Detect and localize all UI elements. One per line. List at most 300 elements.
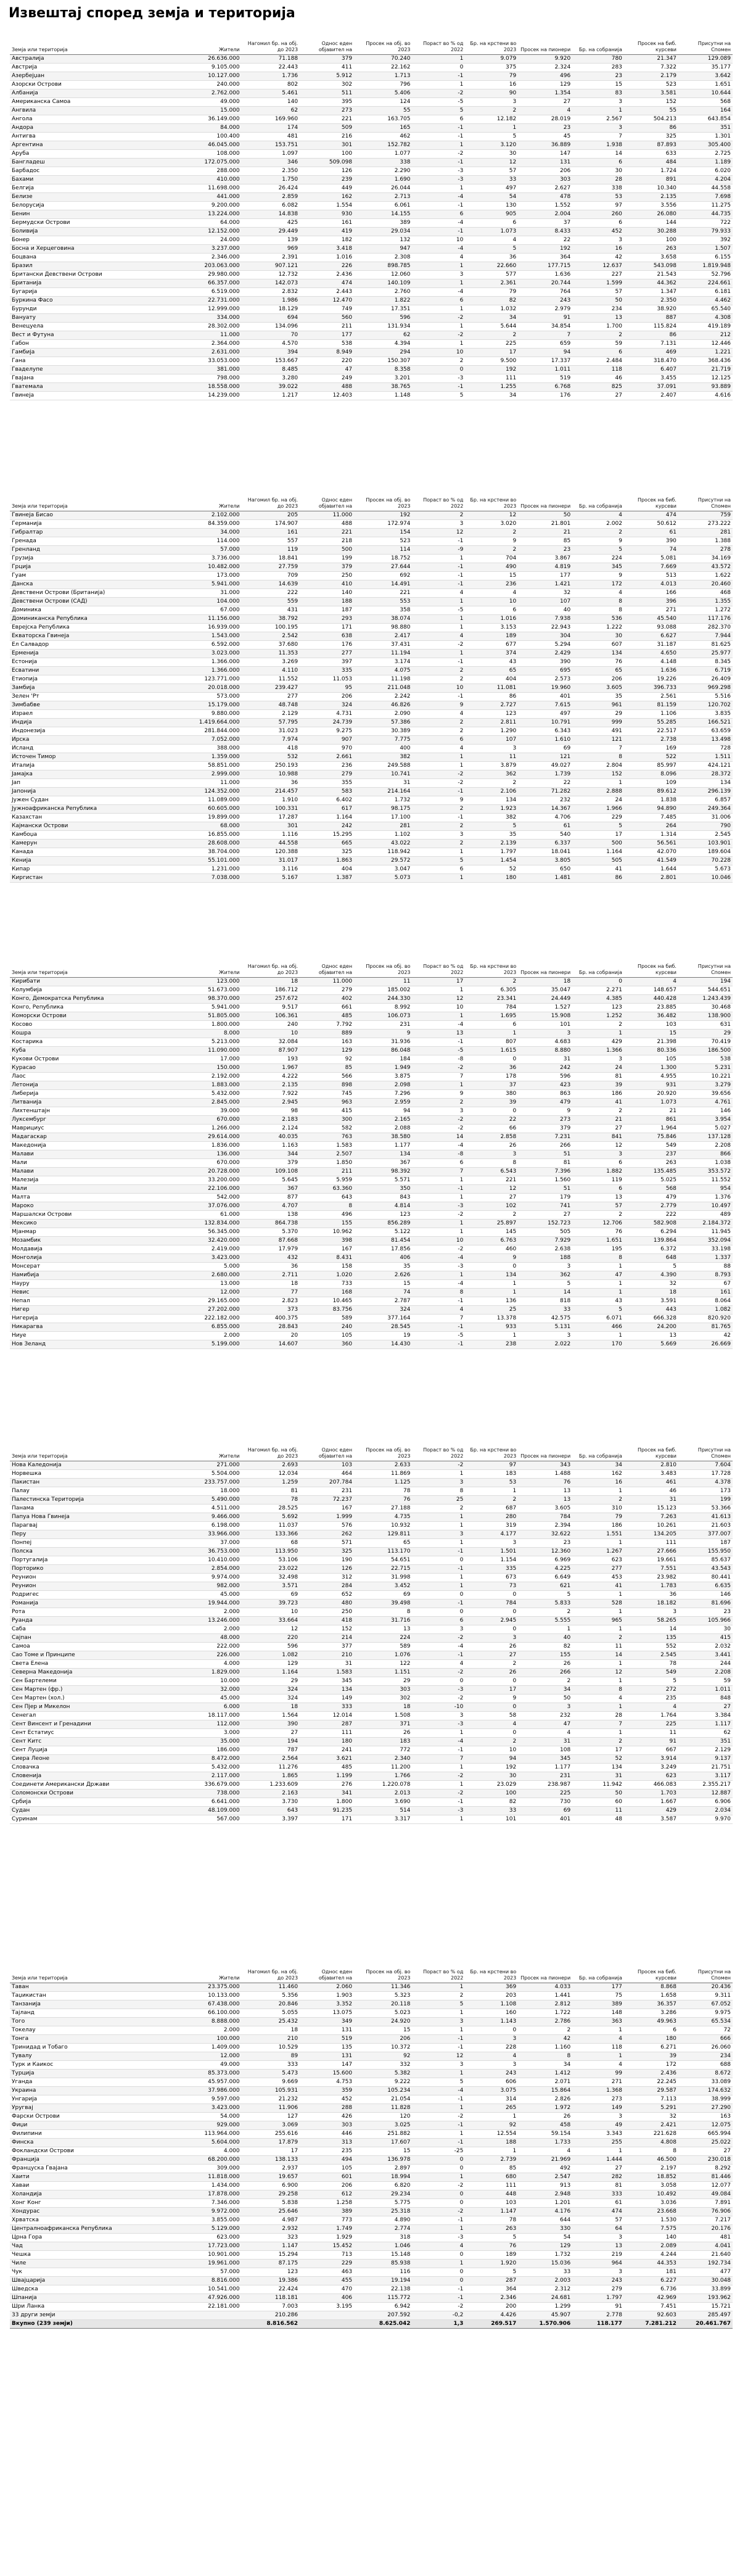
stat-value: 51.673.000 — [163, 986, 242, 995]
stat-value: 2 — [413, 357, 466, 366]
stat-value: 2.854.000 — [163, 1565, 242, 1574]
stat-value: 1 — [413, 305, 466, 314]
stat-value: 8 — [572, 1686, 624, 1695]
stat-value: 2 — [465, 107, 518, 115]
stat-value: 5 — [624, 1677, 678, 1686]
stat-value: 2.959 — [354, 1099, 412, 1107]
stat-value: 2.638 — [518, 1245, 572, 1254]
stat-value: 401 — [518, 1815, 572, 1824]
stat-value: 2.787 — [354, 1297, 412, 1306]
table-row — [10, 2113, 733, 2121]
stat-value: 522 — [624, 753, 678, 762]
country-name: Грција — [10, 563, 163, 572]
stat-value: 13 — [572, 1194, 624, 1202]
stat-value: 147 — [300, 2061, 354, 2070]
stat-value: 1 — [572, 1030, 624, 1038]
stat-value: 105.966 — [678, 1617, 733, 1625]
stat-value: -4 — [413, 193, 466, 202]
stat-value: 9.137 — [678, 1755, 733, 1764]
stat-value: 2 — [518, 2026, 572, 2035]
stat-value: 13 — [624, 1332, 678, 1340]
country-name: Гвајана — [10, 374, 163, 383]
stat-value: -2 — [413, 1211, 466, 1220]
stat-value: 2.350 — [242, 167, 300, 176]
stat-value: 26.669 — [678, 1340, 733, 1349]
stat-value: 121 — [518, 753, 572, 762]
stat-value: 39.000 — [163, 1107, 242, 1116]
stat-value: -1 — [413, 383, 466, 392]
stat-value: 343 — [518, 1461, 572, 1470]
stat-value: 168 — [300, 1289, 354, 1297]
stat-value: 1.108 — [465, 2000, 518, 2009]
stat-value: 1.201 — [518, 2199, 572, 2208]
stat-value: 2.163 — [242, 1790, 300, 1798]
stat-value: 203 — [465, 1992, 518, 2000]
stat-value: 11.000 — [163, 331, 242, 340]
stat-value: 4.819 — [518, 563, 572, 572]
stat-value: 667 — [624, 1746, 678, 1755]
stat-value: 1 — [572, 1263, 624, 1271]
stat-value: 107 — [518, 598, 572, 606]
stat-value: 359 — [300, 2087, 354, 2095]
stat-value: 154 — [354, 529, 412, 537]
stat-value: 543.098 — [624, 262, 678, 271]
stat-value: 22.162 — [354, 64, 412, 72]
stat-value: 152 — [300, 1625, 354, 1634]
stat-value: -1 — [413, 202, 466, 210]
stat-value: 13 — [413, 1030, 466, 1038]
stat-value: 477 — [678, 2268, 733, 2277]
stat-value: 7.296 — [354, 1090, 412, 1099]
stat-value: 970 — [300, 745, 354, 753]
stat-value: 220 — [300, 357, 354, 366]
stat-value: 35.000 — [163, 1738, 242, 1746]
stat-value: 97 — [465, 1461, 518, 1470]
country-name: Ирска — [10, 736, 163, 745]
stat-value: 36.753.000 — [163, 1548, 242, 1556]
stat-value: 1 — [572, 2052, 624, 2061]
stat-value: 24.920 — [354, 2018, 412, 2026]
table-row — [10, 1686, 733, 1695]
stat-value: 237 — [624, 1150, 678, 1159]
table-row — [10, 1582, 733, 1591]
stat-value: 9.972.000 — [163, 2208, 242, 2216]
stat-value: 4.511.000 — [163, 1505, 242, 1513]
stat-value: 89.612 — [624, 788, 678, 796]
table-row — [10, 1600, 733, 1608]
stat-value: 100.195 — [242, 624, 300, 632]
stat-value: 20.176 — [678, 2225, 733, 2234]
table-row — [10, 520, 733, 529]
stat-value: 5.838 — [242, 2199, 300, 2208]
stat-value: 2.000 — [163, 1608, 242, 1617]
stat-value: 152.782 — [354, 141, 412, 150]
stat-value: 181 — [624, 2268, 678, 2277]
stat-value — [163, 2311, 242, 2320]
stat-value: 2 — [413, 511, 466, 520]
stat-value: 23.668 — [624, 2208, 678, 2216]
stat-value: 109 — [624, 779, 678, 788]
stat-value: 52 — [572, 1755, 624, 1764]
table-row — [10, 2216, 733, 2225]
stat-value: 6.820 — [354, 2182, 412, 2190]
stat-value: 8.992 — [354, 1004, 412, 1012]
stat-value: 192 — [354, 511, 412, 520]
stat-value: 3.556 — [624, 202, 678, 210]
stat-value: 25.977 — [678, 650, 733, 658]
stat-value: 59 — [678, 1677, 733, 1686]
stat-value: 49.000 — [163, 98, 242, 107]
stat-value: 5 — [465, 822, 518, 831]
table-row — [10, 2285, 733, 2294]
stat-value: 1.267 — [572, 1548, 624, 1556]
stat-value: 644 — [518, 2216, 572, 2225]
stat-value: 1.667 — [624, 1798, 678, 1807]
stat-value: 324 — [354, 1306, 412, 1315]
stat-value: 116 — [354, 2268, 412, 2277]
stat-value: 2.407 — [624, 392, 678, 400]
stat-value: 18 — [242, 978, 300, 986]
stat-value: 59.154 — [518, 2130, 572, 2139]
table-row — [10, 1522, 733, 1530]
stat-value: 3.855.000 — [163, 2216, 242, 2225]
stat-value: 325 — [300, 848, 354, 857]
stat-value: 1.151 — [354, 1669, 412, 1677]
stat-value: 54.000 — [163, 2113, 242, 2121]
column-header: Нагомил бр. на обј. до 2023 — [242, 1965, 300, 1983]
stat-value: 6 — [572, 159, 624, 167]
stat-value: 3 — [518, 1263, 572, 1271]
stat-value: 2.760 — [354, 288, 412, 297]
country-name: Киргистан — [10, 874, 163, 883]
column-header: Просек на пионери — [518, 493, 572, 511]
country-name: Бонер — [10, 236, 163, 245]
stat-value: -4 — [413, 1142, 466, 1150]
stat-value: 45.957.000 — [163, 2078, 242, 2087]
table-row — [10, 2225, 733, 2234]
stat-value: 43 — [572, 1297, 624, 1306]
stat-value: 1.865 — [242, 1772, 300, 1781]
country-name: Гана — [10, 357, 163, 366]
stat-value: 2.003 — [518, 2277, 572, 2285]
stat-value: 7.944 — [678, 632, 733, 641]
country-name: Француска Гвајана — [10, 2165, 163, 2173]
column-header: Просек на биб. курсеви — [624, 960, 678, 978]
stat-value: 1.020 — [300, 1271, 354, 1280]
stat-value: 188 — [518, 1254, 572, 1263]
stat-value: 19 — [354, 1332, 412, 1340]
stat-value: 338 — [354, 159, 412, 167]
stat-value: 203.063.000 — [163, 262, 242, 271]
stat-value: 6 — [413, 297, 466, 305]
country-name: Сао Томе и Принципе — [10, 1651, 163, 1660]
stat-value: 31.006 — [678, 814, 733, 822]
stat-value: 1.148 — [354, 392, 412, 400]
report-section-5 — [10, 1965, 733, 2329]
stat-value: 1 — [413, 650, 466, 658]
stat-value: 45.540 — [624, 615, 678, 624]
stat-value: 263 — [465, 2225, 518, 2234]
stat-value: 965 — [572, 1617, 624, 1625]
country-name: Монсерат — [10, 1263, 163, 1271]
column-header: Жители — [163, 960, 242, 978]
stat-value: 8.485 — [242, 366, 300, 374]
stat-value: 173.000 — [163, 572, 242, 580]
country-name: Вануату — [10, 314, 163, 323]
stat-value: 5 — [465, 2268, 518, 2277]
stat-value: 12.554 — [465, 2130, 518, 2139]
stat-value: 790 — [678, 822, 733, 831]
stat-value: 2.421 — [624, 2121, 678, 2130]
country-name: 33 други земји — [10, 2311, 163, 2320]
stat-value: 1.082 — [242, 1651, 300, 1660]
stat-value: 3.452 — [354, 1582, 412, 1591]
stat-value: 963 — [300, 1099, 354, 1107]
stat-value: 1.739 — [518, 770, 572, 779]
stat-value: 236 — [465, 580, 518, 589]
stat-value: 9 — [413, 796, 466, 805]
country-name: Романија — [10, 1600, 163, 1608]
stat-value: 2.832 — [242, 288, 300, 297]
column-header: Земја или територија — [10, 1443, 163, 1461]
country-name: Саба — [10, 1625, 163, 1634]
stat-value: 31.000 — [163, 589, 242, 598]
stat-value: 92.603 — [624, 2311, 678, 2320]
country-name: Лихтенштајн — [10, 1107, 163, 1116]
stat-value: 148 — [572, 2009, 624, 2018]
stat-value: 1.883.000 — [163, 1081, 242, 1090]
stat-value: 1 — [465, 1487, 518, 1496]
country-name: Филипини — [10, 2130, 163, 2139]
stat-value: 114 — [354, 546, 412, 555]
stat-value: 53 — [465, 1479, 518, 1487]
stat-value: 3.835 — [678, 710, 733, 719]
stat-value: 5.473 — [242, 2070, 300, 2078]
table-row — [10, 1125, 733, 1133]
stat-value: 19.899.000 — [163, 814, 242, 822]
stat-value: 3.237.000 — [163, 245, 242, 254]
stat-value: 85 — [465, 2165, 518, 2173]
stat-value: 6.855.000 — [163, 1323, 242, 1332]
stat-value: 2.725 — [678, 150, 733, 159]
table-row — [10, 1660, 733, 1669]
stat-value: 56.561 — [624, 840, 678, 848]
stat-value: 64 — [572, 2225, 624, 2234]
table-row — [10, 822, 733, 831]
table-row — [10, 572, 733, 580]
stat-value: 8 — [413, 1289, 466, 1297]
table-row — [10, 788, 733, 796]
stat-value: 7.322 — [624, 64, 678, 72]
stat-value: 3.058 — [624, 2182, 678, 2190]
stat-value: 6.649 — [518, 1574, 572, 1582]
stat-value: 46.500 — [624, 2156, 678, 2165]
stat-value: 18 — [518, 978, 572, 986]
stat-value: 601 — [300, 2173, 354, 2182]
stat-value: 2.545 — [678, 831, 733, 840]
stat-value: 429 — [624, 1807, 678, 1815]
stat-value: 206 — [300, 693, 354, 701]
stat-value: 573.000 — [163, 693, 242, 701]
stat-value: 43.572 — [678, 563, 733, 572]
stat-value: 2 — [465, 978, 518, 986]
stat-value: 17.856 — [354, 1245, 412, 1254]
stat-value: 11 — [465, 753, 518, 762]
stat-value: 1.583 — [300, 1669, 354, 1677]
stat-value: 61.000 — [163, 1211, 242, 1220]
stat-value: 167 — [300, 1245, 354, 1254]
stat-value: 37.000 — [163, 1539, 242, 1548]
stat-value: 379 — [300, 563, 354, 572]
stat-value: 4.462 — [678, 297, 733, 305]
stat-value: 13 — [572, 314, 624, 323]
stat-value: -1 — [413, 788, 466, 796]
stat-value: 1 — [413, 555, 466, 563]
stat-value: 5 — [518, 1591, 572, 1600]
stat-value: 1.583 — [300, 1142, 354, 1150]
stat-value: 22.181.000 — [163, 2303, 242, 2311]
stat-value: 1.366.000 — [163, 667, 242, 675]
stat-value: 54 — [518, 2234, 572, 2242]
stat-value: 2.032 — [678, 1643, 733, 1651]
stat-value: 79.933 — [678, 228, 733, 236]
stat-value: 21.719 — [678, 366, 733, 374]
table-row — [10, 98, 733, 107]
stat-value: 3 — [572, 2268, 624, 2277]
stat-value: 5.231 — [678, 1064, 733, 1073]
stat-value: 36.149.000 — [163, 115, 242, 124]
stat-value: 152 — [624, 98, 678, 107]
stat-value: 6.227 — [624, 2277, 678, 2285]
table-row — [10, 701, 733, 710]
stat-value: 57.795 — [242, 719, 300, 727]
stat-value: 8.096 — [624, 770, 678, 779]
stat-value: 120.388 — [242, 848, 300, 857]
stat-value: 106.073 — [354, 1012, 412, 1021]
stat-value: 6 — [413, 115, 466, 124]
stat-value: 1.454 — [465, 857, 518, 865]
stat-value: 29 — [242, 1677, 300, 1686]
stat-value: 161 — [678, 1289, 733, 1297]
stat-value: 5.055 — [242, 2009, 300, 2018]
stat-value: 3 — [413, 1530, 466, 1539]
stat-value: 0 — [413, 2165, 466, 2173]
stat-value: 179 — [518, 1194, 572, 1202]
stat-value: 152 — [572, 770, 624, 779]
stat-value: 453 — [572, 1574, 624, 1582]
stat-value: 5.516 — [678, 693, 733, 701]
stat-value: 505 — [518, 1228, 572, 1237]
stat-value: 22.138 — [354, 2285, 412, 2294]
stat-value: 12.706 — [572, 1220, 624, 1228]
stat-value: 134.096 — [242, 323, 300, 331]
stat-value: 264 — [624, 822, 678, 831]
stat-value: 3.153 — [465, 624, 518, 632]
stat-value: 1 — [572, 1729, 624, 1738]
stat-value: 10.791 — [518, 719, 572, 727]
country-name: Вест и Футуна — [10, 331, 163, 340]
stat-value: 18 — [242, 2026, 300, 2035]
country-name: Јужен Судан — [10, 796, 163, 805]
column-header: Просек на обј. во 2023 — [354, 960, 412, 978]
country-name: Пакистан — [10, 1479, 163, 1487]
country-name: Литванија — [10, 1099, 163, 1107]
stat-value: 335 — [465, 1565, 518, 1574]
stat-value: 7.451 — [624, 2303, 678, 2311]
country-name: Индија — [10, 719, 163, 727]
stat-value: 192 — [465, 1764, 518, 1772]
stat-value: -1 — [413, 2095, 466, 2104]
stat-value: 1.972 — [518, 2104, 572, 2113]
country-name: Реунион — [10, 1574, 163, 1582]
country-name: Судан — [10, 1807, 163, 1815]
stat-value: 230.018 — [678, 2156, 733, 2165]
stat-value: 4.110 — [242, 667, 300, 675]
stat-value: 138 — [242, 1211, 300, 1220]
table-row — [10, 1669, 733, 1677]
stat-value: 51 — [518, 1185, 572, 1194]
stat-value: 49 — [572, 2121, 624, 2130]
stat-value: 19.226 — [624, 675, 678, 684]
stat-value: 21.398 — [624, 1038, 678, 1047]
stat-value: 2 — [518, 1608, 572, 1617]
stat-value: 5.131 — [518, 1323, 572, 1332]
stat-value: 367 — [242, 1185, 300, 1194]
table-row — [10, 383, 733, 392]
stat-value: 26 — [465, 1142, 518, 1150]
country-name: Белгија — [10, 184, 163, 193]
stat-value: 1.272 — [678, 606, 733, 615]
stat-value: -1 — [413, 2216, 466, 2225]
stat-value: 102 — [465, 1202, 518, 1211]
stat-value: 10.529 — [242, 2044, 300, 2052]
stat-value: 1.999 — [300, 1513, 354, 1522]
stat-value: 129.811 — [354, 1530, 412, 1539]
table-row — [10, 262, 733, 271]
stat-value: 1.800.000 — [163, 1021, 242, 1030]
stat-value: 9.311 — [678, 1992, 733, 2000]
stat-value: 281 — [678, 529, 733, 537]
stat-value: 3.317 — [354, 1815, 412, 1824]
stat-value: 5 — [572, 546, 624, 555]
table-row — [10, 589, 733, 598]
stat-value: 27 — [242, 1729, 300, 1738]
stat-value: 596 — [242, 1643, 300, 1651]
stat-value: 206 — [300, 2182, 354, 2190]
stat-value: 1.421 — [518, 580, 572, 589]
stat-value: 9.466.000 — [163, 1513, 242, 1522]
stat-value: 523 — [354, 537, 412, 546]
country-name: Словенија — [10, 1772, 163, 1781]
stat-value: 98 — [242, 1107, 300, 1116]
country-name: Бугарија — [10, 288, 163, 297]
total-value: 8.625.042 — [354, 2320, 412, 2329]
stat-value: 8.793 — [678, 1271, 733, 1280]
stat-value: 406 — [300, 2294, 354, 2303]
stat-value: 278 — [678, 546, 733, 555]
stat-value: 108.000 — [163, 150, 242, 159]
stat-value: 17 — [572, 1746, 624, 1755]
stat-value: 2.436 — [300, 271, 354, 279]
country-name: Нов Зеланд — [10, 1340, 163, 1349]
stat-value: 474 — [624, 511, 678, 520]
stat-value: 303 — [518, 176, 572, 184]
stat-value: 70.228 — [678, 857, 733, 865]
stat-value: 1.658 — [624, 1992, 678, 2000]
stat-value: 103 — [300, 1461, 354, 1470]
stat-value: 3 — [572, 124, 624, 133]
stat-value: 11.869 — [354, 1470, 412, 1479]
